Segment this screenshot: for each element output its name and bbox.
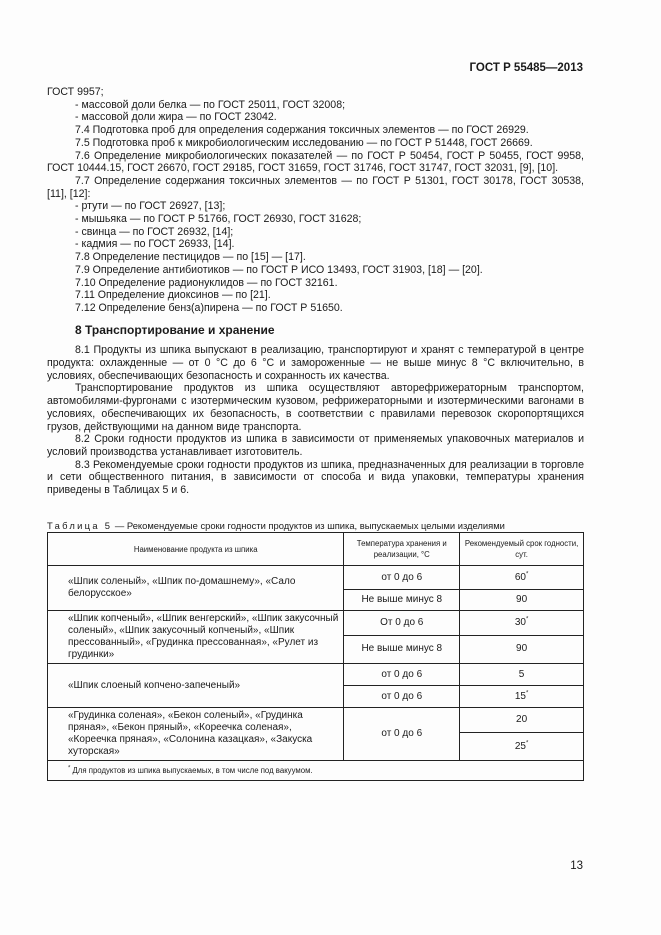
footnote-text: Для продуктов из шпика выпускаемых, в том числе под вакуумом. — [72, 765, 313, 775]
para-6: 7.7 Определение содержания токсичных элементов — по ГОСТ Р 51301, ГОСТ 30178, ГОСТ 30538, [11], [12]: — [47, 174, 584, 200]
temp-cell: От 0 до 6 — [344, 611, 460, 636]
section-para-3: 8.3 Рекомендуемые сроки годности продуктов из шпика, предназначенных для реализации в торговле и сети общественного питания, в зависимости от способа и вида упаковки, температуры хранения приведены в Таблицах 5 и 6. — [47, 458, 584, 497]
header-shelf-life: Рекомендуемый срок годности, сут. — [460, 533, 584, 566]
table-footnote — [48, 761, 584, 781]
table-caption-text: — Рекомендуемые сроки годности продуктов из шпика, выпускаемых целыми изделиями — [112, 520, 505, 531]
temp-cell: Не выше минус 8 — [344, 590, 460, 611]
term-cell — [460, 566, 584, 590]
footnote-mark: * — [525, 690, 529, 697]
footnote-mark: * — [68, 764, 71, 771]
term-value: 30 — [514, 616, 526, 628]
footnote-mark: * — [525, 740, 529, 747]
term-value: 60 — [514, 571, 526, 583]
shelf-life-table — [47, 532, 584, 781]
term-value: 20 — [516, 714, 528, 726]
temp-cell: от 0 до 6 — [344, 708, 460, 761]
term-cell — [460, 733, 584, 761]
para-5: 7.6 Определение микробиологических показателей — по ГОСТ Р 50454, ГОСТ Р 50455, ГОСТ 9958, ГОСТ 10444.15, ГОСТ 26670, ГОСТ 29185, ГОСТ 31659, ГОСТ 31746, ГОСТ 31747, ГОСТ 32031, [9], [10]. — [47, 149, 584, 175]
term-cell — [460, 664, 584, 686]
table-row — [48, 664, 584, 686]
term-cell — [460, 635, 584, 663]
term-value: 5 — [518, 668, 525, 680]
para-15: 7.12 Определение бенз(а)пирена — по ГОСТ Р 51650. — [75, 301, 343, 314]
section-para-2: 8.2 Сроки годности продуктов из шпика в зависимости от применяемых упаковочных материалов и условий производства устанавливает изготовитель. — [47, 433, 584, 458]
table-row — [48, 611, 584, 636]
table-caption-label: Таблица 5 — [47, 520, 113, 531]
term-value: 90 — [516, 594, 528, 605]
section-para-0: 8.1 Продукты из шпика выпускают в реализацию, транспортируют и хранят с температурой в центре продукта: охлажденные — от 0 °С до 6 °С и замороженные — не выше минус 8 °С включительно, в условиях, обеспечивающих безопасность и сохранность их качества. — [47, 344, 584, 382]
header-temperature: Температура хранения и реализации, °С — [344, 533, 460, 566]
para-12: 7.9 Определение антибиотиков — по ГОСТ Р ИСО 13493, ГОСТ 31903, [18] — [20]. — [75, 263, 483, 276]
term-cell — [460, 686, 584, 708]
para-9: - свинца — по ГОСТ 26932, [14]; — [75, 225, 234, 238]
term-value: 15 — [514, 690, 526, 702]
header-product: Наименование продукта из шпика — [48, 533, 344, 566]
table-row — [48, 708, 584, 733]
temp-cell: от 0 до 6 — [344, 664, 460, 686]
term-cell — [460, 590, 584, 611]
temp-cell: от 0 до 6 — [344, 566, 460, 590]
term-value: 25 — [514, 740, 526, 752]
temp-cell: от 0 до 6 — [344, 686, 460, 708]
para-14: 7.11 Определение диоксинов — по [21]. — [75, 289, 271, 302]
para-10: - кадмия — по ГОСТ 26933, [14]. — [75, 238, 235, 251]
page-number: 13 — [570, 860, 583, 872]
para-0: ГОСТ 9957; — [47, 86, 104, 98]
para-1: - массовой доли белка — по ГОСТ 25011, ГОСТ 32008; — [75, 98, 346, 111]
product-cell: «Шпик слоеный копчено-запеченый» — [48, 664, 344, 708]
product-cell: «Грудинка соленая», «Бекон соленый», «Грудинка пряная», «Бекон пряный», «Корeечка соленая», «Корeечка пряная», «Солонина казацкая», «Закуска хуторская» — [48, 708, 344, 761]
table-caption — [47, 520, 587, 531]
body-text — [47, 86, 584, 497]
product-cell: «Шпик соленый», «Шпик по-домашнему», «Сало белорусское» — [48, 566, 344, 611]
table-row — [48, 566, 584, 590]
table-footnote-row — [48, 761, 584, 781]
para-11: 7.8 Определение пестицидов — по [15] — [17]. — [75, 251, 306, 264]
term-cell — [460, 708, 584, 733]
para-2: - массовой доли жира — по ГОСТ 23042. — [75, 111, 277, 124]
para-3: 7.4 Подготовка проб для определения содержания токсичных элементов — по ГОСТ 26929. — [75, 124, 529, 137]
footnote-mark: * — [525, 616, 529, 623]
product-cell: «Шпик копченый», «Шпик венгерский», «Шпик закусочный соленый», «Шпик закусочный копченый», «Шпик прессованный», «Грудинка прессованная», «Рулет из грудинки» — [48, 611, 344, 664]
document-code-header: ГОСТ Р 55485—2013 — [469, 62, 583, 74]
para-13: 7.10 Определение радионуклидов — по ГОСТ 32161. — [75, 276, 338, 289]
para-7: - ртути — по ГОСТ 26927, [13]; — [75, 200, 226, 213]
term-value: 90 — [516, 643, 528, 655]
term-cell — [460, 611, 584, 636]
footnote-mark: * — [525, 571, 529, 578]
para-4: 7.5 Подготовка проб к микробиологическим исследованию — по ГОСТ Р 51448, ГОСТ 26669. — [75, 136, 533, 149]
temp-cell: Не выше минус 8 — [344, 635, 460, 663]
section-para-1: Транспортирование продуктов из шпика осуществляют авторефрижераторным транспортом, автомобилями-фургонами с изотермическим кузовом, рефрижераторными и изотермическими вагонами в условиях, обеспечивающих их безопасность, в соответствии с правилами перевозок скоропортящихся грузов, действующими на данном виде транспорта. — [47, 382, 584, 433]
section-heading: 8 Транспортирование и хранение — [75, 322, 275, 337]
para-8: - мышьяка — по ГОСТ Р 51766, ГОСТ 26930, ГОСТ 31628; — [75, 213, 362, 226]
table-header-row — [48, 533, 584, 566]
